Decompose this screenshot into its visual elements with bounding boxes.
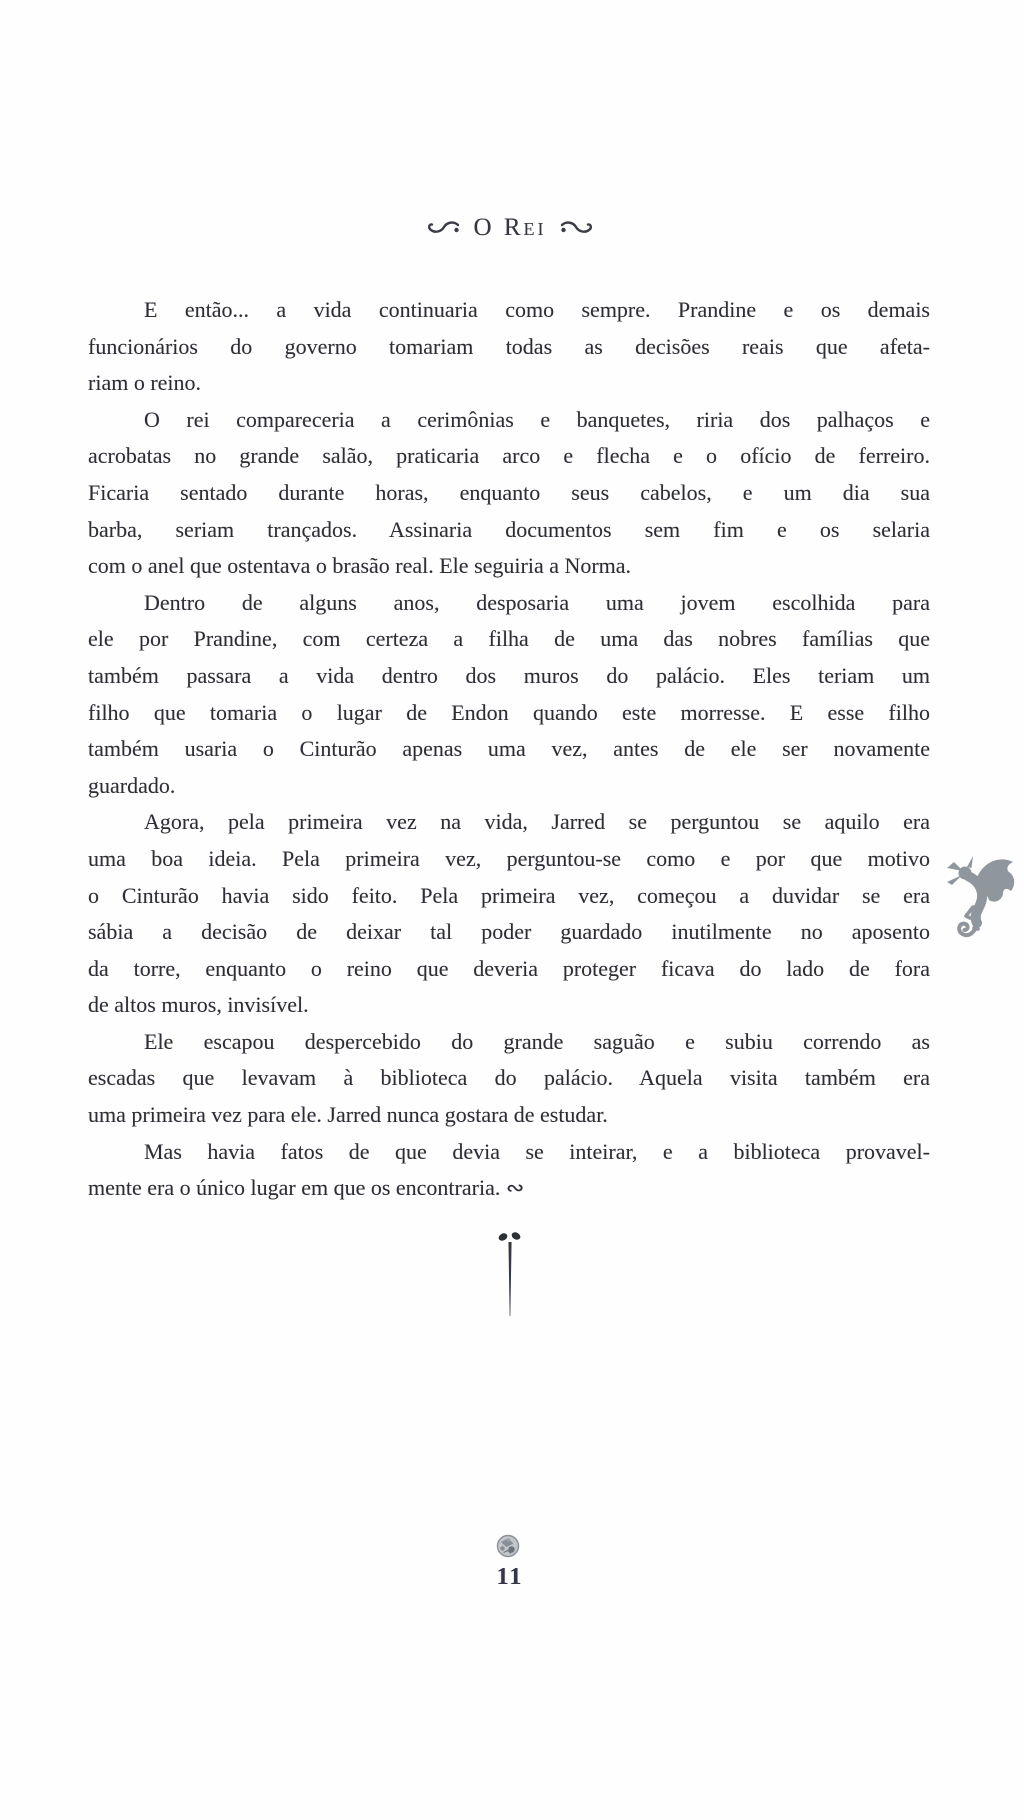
text-line: O rei compareceria a cerimônias e banquetes, riria dos palhaços e: [144, 406, 930, 432]
text-line: funcionários do governo tomariam todas as decisões reais que afeta-: [88, 333, 930, 359]
text-line: E então... a vida continuaria como sempre. Prandine e os demais: [144, 297, 930, 322]
paragraph: [88, 804, 930, 1024]
text-line: ele por Prandine, com certeza a filha de uma das nobres famílias que: [88, 626, 930, 652]
text-line: com o anel que ostentava o brasão real. Ele seguiria a Norma.: [88, 553, 632, 579]
paragraph: [88, 1134, 930, 1207]
text-line: sábia a decisão de deixar tal poder guardado inutilmente no aposento: [88, 919, 930, 945]
paragraph: [88, 292, 930, 402]
text-line: uma primeira vez para ele. Jarred nunca gostara de estudar.: [88, 1102, 608, 1128]
paragraph: [88, 1024, 930, 1134]
page-number: 11: [496, 1564, 524, 1590]
text-line: filho que tomaria o lugar de Endon quando este morresse. E esse filho: [88, 699, 930, 725]
text-line: escadas que levavam à biblioteca do palácio. Aquela visita também era: [88, 1065, 930, 1091]
chapter-header: [0, 214, 1020, 242]
text-line: uma boa ideia. Pela primeira vez, perguntou-se como e por que motivo: [88, 845, 930, 871]
text-line: o Cinturão havia sido feito. Pela primeira vez, começou a duvidar se era: [88, 882, 930, 908]
text-line: de altos muros, invisível.: [88, 992, 309, 1018]
needle-ornament-icon: [486, 1228, 534, 1329]
text-line: da torre, enquanto o reino que deveria proteger ficava do lado de fora: [88, 955, 930, 981]
text-line: também usaria o Cinturão apenas uma vez, antes de ele ser novamente: [88, 736, 930, 762]
text-line: Dentro de alguns anos, desposaria uma jovem escolhida para: [144, 589, 930, 615]
text-line: Ficaria sentado durante horas, enquanto seus cabelos, e um dia sua: [88, 479, 930, 505]
text-line: Agora, pela primeira vez na vida, Jarred se perguntou se aquilo era: [144, 809, 930, 835]
text-line: Mas havia fatos de que devia se inteirar, e a biblioteca provavel-: [144, 1138, 930, 1164]
text-line: Ele escapou despercebido do grande saguão e subiu correndo as: [144, 1028, 930, 1054]
dragon-silhouette-icon: [946, 854, 1018, 952]
swirl-ornament-left-icon: [427, 220, 461, 236]
text-line: acrobatas no grande salão, praticaria arco e flecha e o ofício de ferreiro.: [88, 443, 930, 469]
text-line: barba, seriam trançados. Assinaria documentos sem fim e os selaria: [88, 516, 930, 542]
chapter-title: O Rei: [473, 214, 547, 241]
page-text: [88, 292, 930, 1207]
text-line: mente era o único lugar em que os encontraria. ∾: [88, 1175, 525, 1201]
swirl-ornament-right-icon: [559, 220, 593, 236]
paragraph: [88, 402, 930, 585]
text-line: também passara a vida dentro dos muros do palácio. Eles teriam um: [88, 662, 930, 688]
text-line: guardado.: [88, 772, 176, 798]
gem-ornament-icon: [494, 1532, 522, 1565]
text-line: riam o reino.: [88, 370, 202, 396]
paragraph: [88, 585, 930, 805]
